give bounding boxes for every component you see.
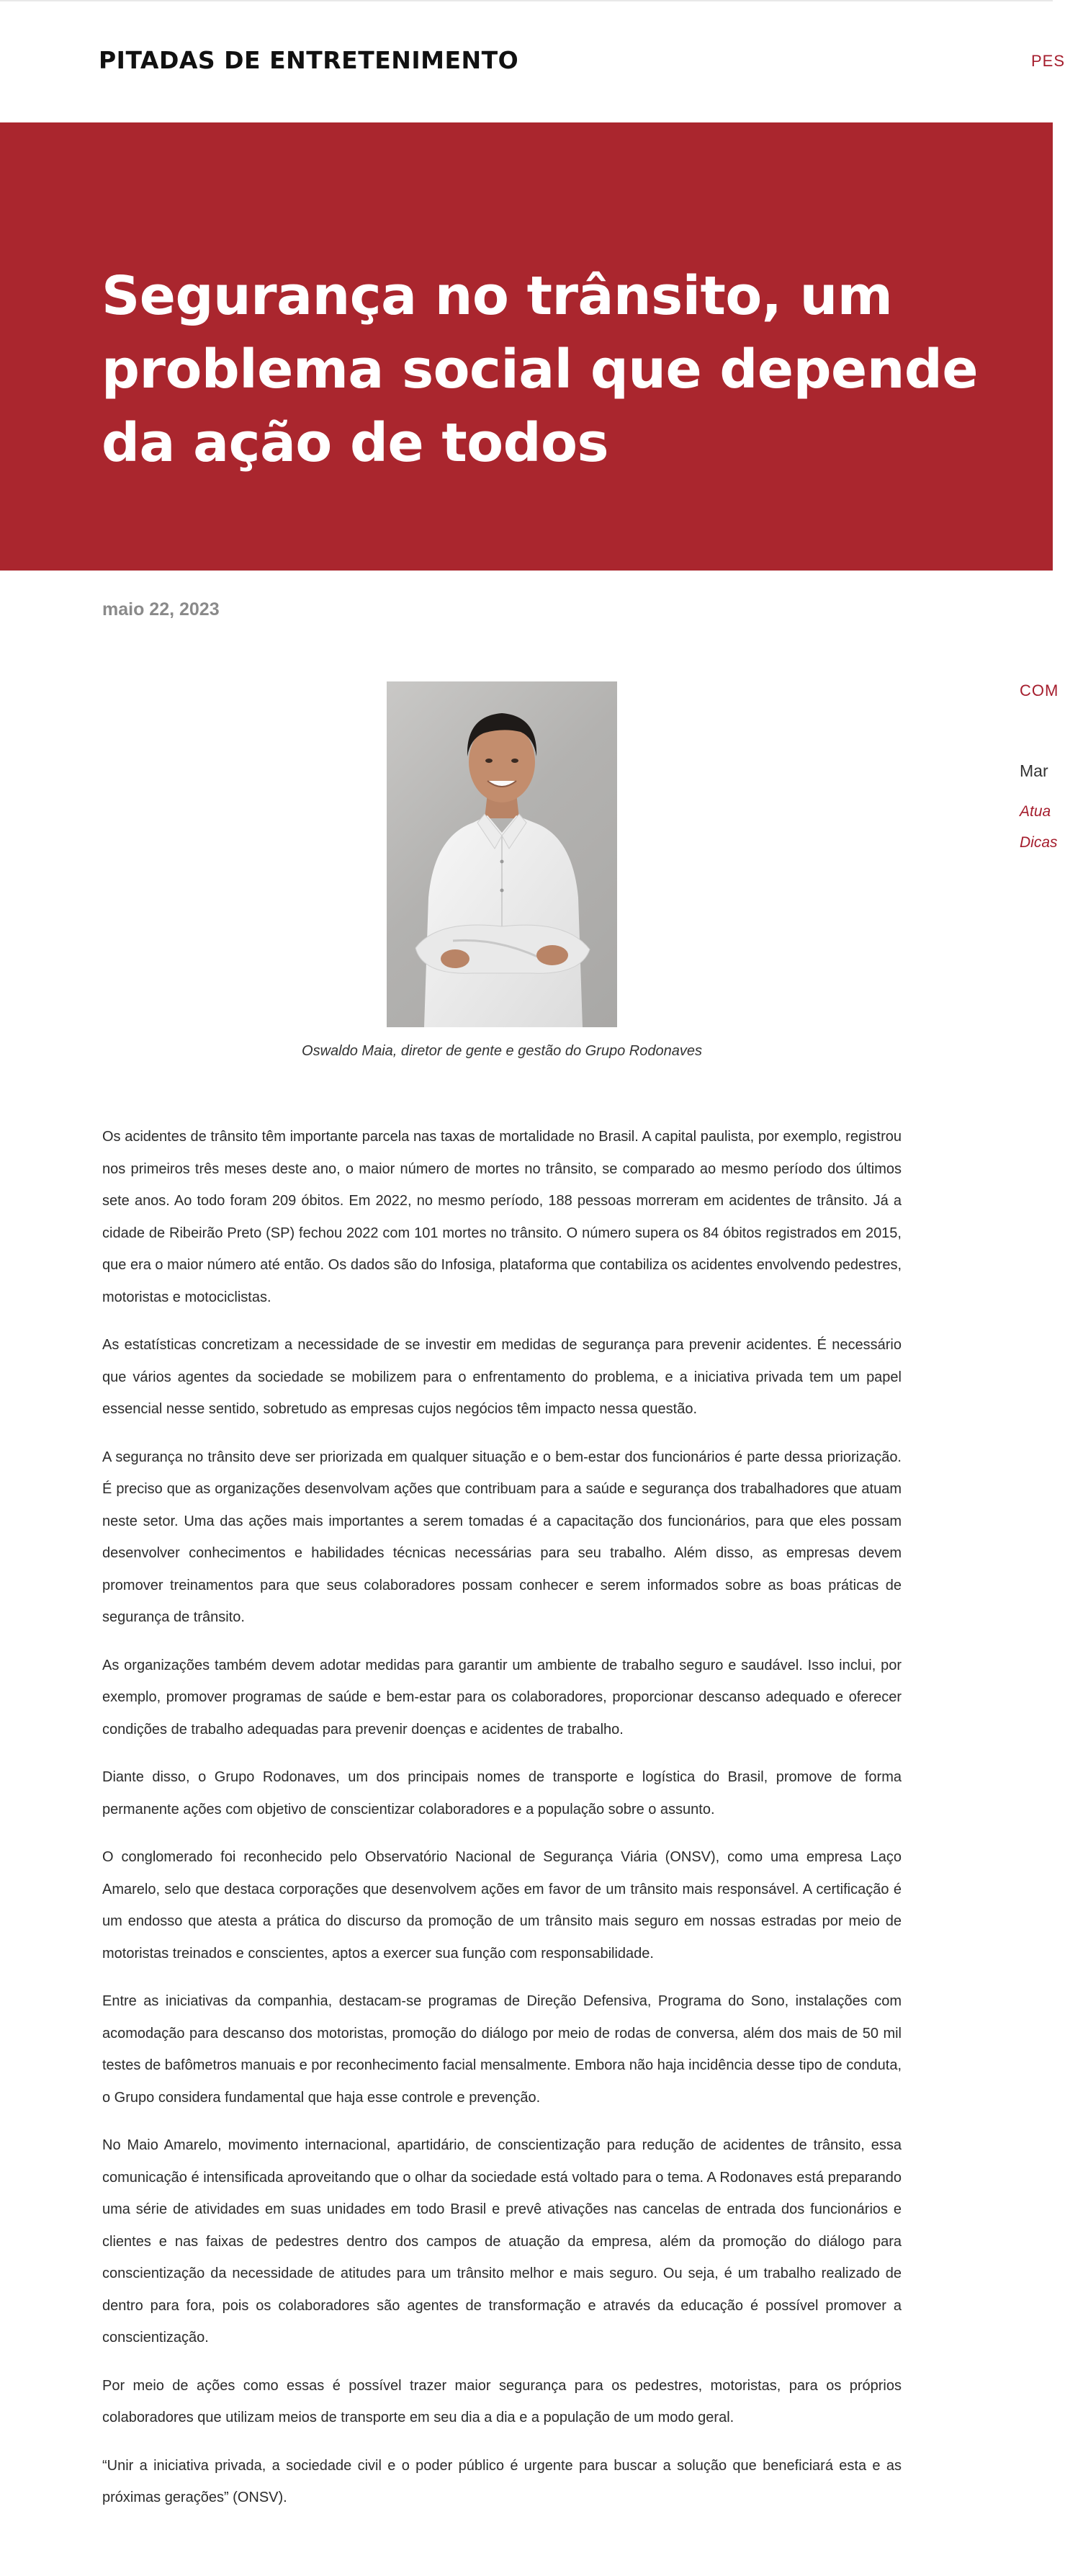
post-title: Segurança no trânsito, um problema social que depende da ação de todos xyxy=(102,265,979,474)
paragraph: No Maio Amarelo, movimento internacional, apartidário, de conscientização para redução de acidentes de trânsito, essa comunicação é intensificada aproveitando que o olhar da sociedade está voltado para o tema. A Rodonaves está preparando uma série de atividades em suas unidades em todo Brasil e prevê ativações nas cancelas de entrada dos funcionários e clientes e nas faixas de pedestres dentro dos campos de atuação da empresa, além da promoção do diálogo para conscientização da necessidade de atitudes para um trânsito melhor e mais seguro. Ou seja, é um trabalho realizado de dentro para fora, pois os colaboradores são agentes de transformação e através da educação é possível promover a conscientização. xyxy=(102,2137,902,2345)
person-portrait-image xyxy=(387,681,617,1027)
archive-post-link[interactable]: Dicas xyxy=(1020,834,1058,851)
image-caption: Oswaldo Maia, diretor de gente e gestão do Grupo Rodonaves xyxy=(302,1043,702,1059)
paragraph: As organizações também devem adotar medidas para garantir um ambiente de trabalho seguro e saudável. Isso inclui, por exemplo, promover programas de saúde e bem-estar para os colaboradores, proporcionar descanso adequado e oferecer condições de trabalho adequadas para prevenir doenças e acidentes de trabalho. xyxy=(102,1657,902,1738)
archive-post-link[interactable]: Atua xyxy=(1020,803,1051,820)
site-header xyxy=(0,0,1065,122)
nav-item-search[interactable]: PES xyxy=(1031,52,1065,70)
archive-month[interactable]: Mar xyxy=(1020,761,1048,780)
sidebar-heading[interactable]: COM xyxy=(1020,681,1059,699)
paragraph: Por meio de ações como essas é possível trazer maior segurança para os pedestres, motoristas, para os próprios colaboradores que utilizam meios de transporte em seu dia a dia e a população de um modo geral. xyxy=(102,2377,902,2425)
paragraph: Diante disso, o Grupo Rodonaves, um dos principais nomes de transporte e logística do Brasil, promove de forma permanente ações com objetivo de conscientizar colaboradores e a população sobre o assunto. xyxy=(102,1769,902,1817)
author-photo[interactable] xyxy=(387,681,617,1027)
site-title[interactable]: PITADAS DE ENTRETENIMENTO xyxy=(99,46,519,74)
paragraph: As estatísticas concretizam a necessidade de se investir em medidas de segurança para prevenir acidentes. É necessário que vários agentes da sociedade se mobilizem para o enfrentamento do problema, e a iniciativa privada tem um papel essencial nesse sentido, sobretudo as empresas cujos negócios têm impacto nessa questão. xyxy=(102,1337,902,1417)
paragraph: Os acidentes de trânsito têm importante parcela nas taxas de mortalidade no Brasil. A capital paulista, por exemplo, registrou nos primeiros três meses deste ano, o maior número de mortes no trânsito, se comparado ao mesmo período dos últimos sete anos. Ao todo foram 209 óbitos. Em 2022, no mesmo período, 188 pessoas morreram em acidentes de trânsito. Já a cidade de Ribeirão Preto (SP) fechou 2022 com 101 mortes no trânsito. O número supera os 84 óbitos registrados em 2015, que era o maior número até então. Os dados são do Infosiga, plataforma que contabiliza os acidentes envolvendo pedestres, motoristas e motociclistas. xyxy=(102,1129,902,1305)
post-hero xyxy=(0,122,1053,571)
paragraph: O conglomerado foi reconhecido pelo Observatório Nacional de Segurança Viária (ONSV), como uma empresa Laço Amarelo, selo que destaca corporações que desenvolvem ações em favor de um trânsito mais responsável. A certificação é um endosso que atesta a prática do discurso da promoção de um trânsito mais seguro em nossas estradas por meio de motoristas treinados e conscientes, aptos a exercer sua função com responsabilidade. xyxy=(102,1849,902,1962)
paragraph: Entre as iniciativas da companhia, destacam-se programas de Direção Defensiva, Programa do Sono, instalações com acomodação para descanso dos motoristas, promoção do diálogo por meio de rodas de conversa, além dos mais de 50 mil testes de bafômetros manuais e por reconhecimento facial mensalmente. Embora não haja incidência desse tipo de conduta, o Grupo considera fundamental que haja esse controle e prevenção. xyxy=(102,1993,902,2106)
post-body xyxy=(102,1121,902,2530)
paragraph: A segurança no trânsito deve ser priorizada em qualquer situação e o bem-estar dos funcionários é parte dessa priorização. É preciso que as organizações desenvolvam ações que contribuam para a saúde e segurança dos trabalhadores que atuam neste setor. Uma das ações mais importantes a serem tomadas é a capacitação dos funcionários, para que eles possam desenvolver conhecimentos e habilidades técnicas necessárias para seu trabalho. Além disso, as empresas devem promover treinamentos para que seus colaboradores possam conhecer e serem informados sobre as boas práticas de segurança de trânsito. xyxy=(102,1449,902,1625)
post-date[interactable]: maio 22, 2023 xyxy=(102,599,220,620)
paragraph: “Unir a iniciativa privada, a sociedade civil e o poder público é urgente para buscar a solução que beneficiará esta e as próximas gerações” (ONSV). xyxy=(102,2457,902,2505)
